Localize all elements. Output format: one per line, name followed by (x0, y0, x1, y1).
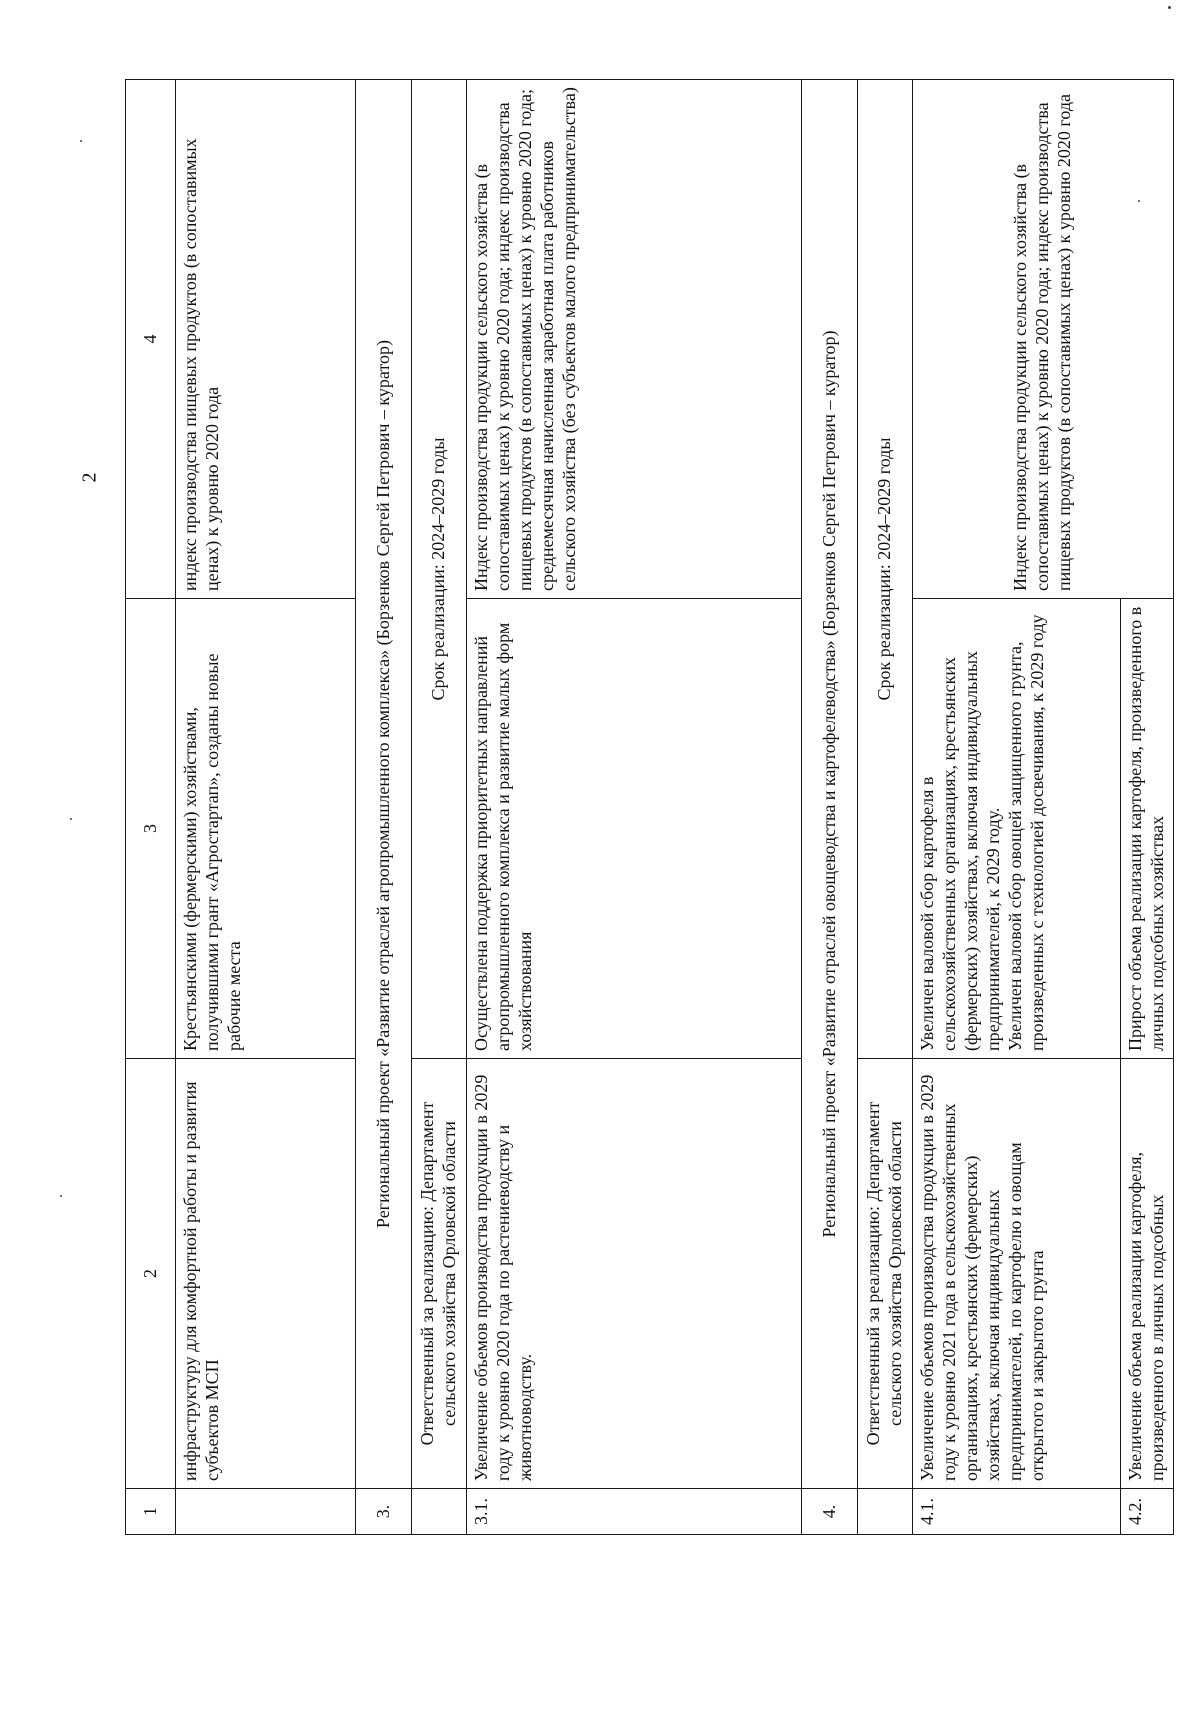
section-4-number: 4. (802, 1489, 858, 1535)
header-col-3: 3 (126, 599, 176, 1059)
indicator-cell-3-1: Индекс производства продукции сельского хозяйства (в сопоставимых ценах) к уровню 2020 года; индекс производства пищевых продуктов (в сопоставимых ценах) к уровню 2020 года; среднемесячная начисленная заработная плата работников сельского хозяйства (без субъектов малого предпринимательства) (467, 80, 802, 599)
program-table (125, 79, 1174, 1535)
table-row-continuation (176, 80, 356, 1535)
row-number-4-1: 4.1. (913, 1489, 1121, 1535)
section-3-title: Региональный проект «Развитие отраслей агропромышленного комплекса» (Борзенков Сергей Петрович – куратор) (356, 80, 412, 1489)
indicator-cell-4-1: Индекс производства продукции сельского хозяйства (в сопоставимых ценах) к уровню 2020 года; индекс производства пищевых продуктов (в сопоставимых ценах) к уровню 2020 года (913, 80, 1174, 599)
section-4-period: Срок реализации: 2024–2029 годы (858, 80, 913, 1059)
scan-speck (60, 1195, 62, 1197)
row-number-cell (858, 1489, 913, 1535)
table-header-row (126, 80, 176, 1535)
section-4-header-row (802, 80, 858, 1535)
section-4-title: Региональный проект «Развитие отраслей овощеводства и картофелеводства» (Борзенков Сергей Петрович – куратор) (802, 80, 858, 1489)
task-cell-3-1: Увеличение объемов производства продукции в 2029 году к уровню 2020 года по растениеводству и животноводству. (467, 1059, 802, 1489)
scan-speck (70, 818, 72, 820)
row-number-4-2: 4.2. (1121, 1489, 1174, 1535)
table-row-3-1 (467, 80, 802, 1535)
task-cell-4-1: Увеличение объемов производства продукции в 2029 году к уровню 2021 года в сельскохозяйственных организациях, крестьянских (фермерских) хозяйствах, включая индивидуальных предпринимателей, по картофелю и овощам открытого и закрытого грунта (913, 1059, 1121, 1489)
scan-speck (80, 140, 82, 142)
header-col-4: 4 (126, 80, 176, 599)
row-number-cell (176, 1489, 356, 1535)
result-cell-4-1 (913, 599, 1121, 1059)
indicator-cell: индекс производства пищевых продуктов (в сопоставимых ценах) к уровню 2020 года (176, 80, 356, 599)
result-cell-3-1: Осуществлена поддержка приоритетных направлений агропромышленного комплекса и развитие малых форм хозяйствования (467, 599, 802, 1059)
task-cell-4-2: Увеличение объема реализации картофеля, произведенного в личных подсобных (1121, 1059, 1174, 1489)
section-3-number: 3. (356, 1489, 412, 1535)
result-cell-4-2: Прирост объема реализации картофеля, произведенного в личных подсобных хозяйствах (1121, 599, 1174, 1059)
result-4-1-potato: Увеличен валовой сбор картофеля в сельскохозяйственных организациях, крестьянских (фермерских) хозяйствах, включая индивидуальных предпринимателей, к 2029 году. (917, 650, 1003, 1051)
row-number-3-1: 3.1. (467, 1489, 802, 1535)
task-cell: инфраструктуру для комфортной работы и развития субъектов МСП (176, 1059, 356, 1489)
result-cell: Крестьянскими (фермерскими) хозяйствами, получившими грант «Агростартап», созданы новые рабочие места (176, 599, 356, 1059)
page-number: 2 (78, 472, 101, 483)
section-4-meta-row (858, 80, 913, 1535)
section-3-period: Срок реализации: 2024–2029 годы (412, 80, 467, 1059)
section-3-header-row (356, 80, 412, 1535)
scan-speck (1168, 6, 1171, 9)
section-3-meta-row (412, 80, 467, 1535)
result-4-1-vegetables: Увеличен валовой сбор овощей защищенного грунта, произведенных с технологией досвечивания, к 2029 году (1004, 614, 1047, 1051)
header-col-2: 2 (126, 1059, 176, 1489)
rotated-table-container (125, 80, 1167, 1535)
row-number-cell (412, 1489, 467, 1535)
section-4-responsible: Ответственный за реализацию: Департамент сельского хозяйства Орловской области (858, 1059, 913, 1489)
table-row-4-1 (913, 80, 1121, 1535)
header-col-1: 1 (126, 1489, 176, 1535)
section-3-responsible: Ответственный за реализацию: Департамент сельского хозяйства Орловской области (412, 1059, 467, 1489)
